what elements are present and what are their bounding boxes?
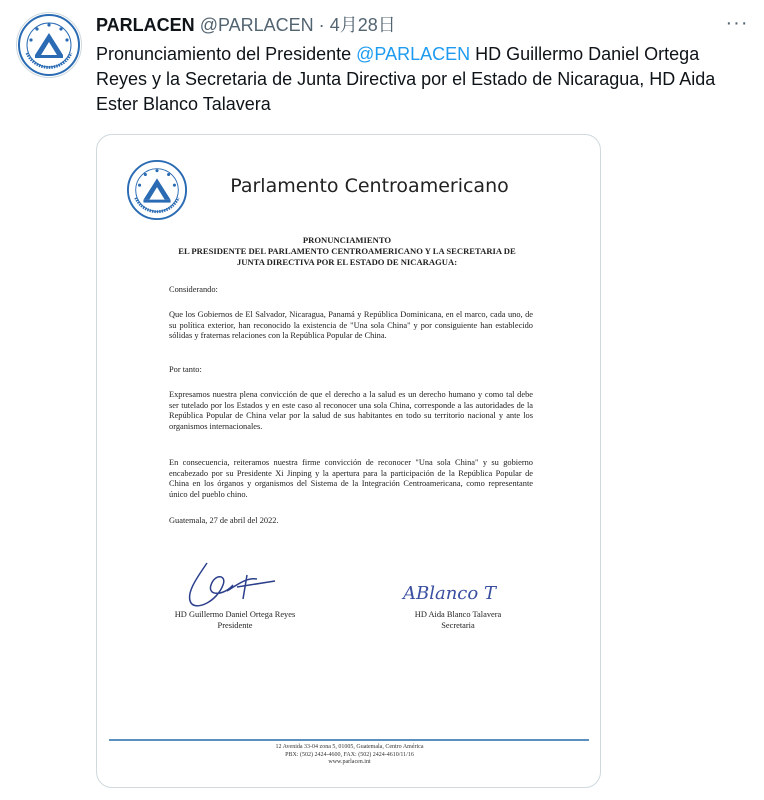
tweet-header [96,14,396,36]
signatory-1-name: HD Guillermo Daniel Ortega Reyes [174,610,296,619]
signature-2-text: ABlanco T [403,583,496,604]
document-paragraph: En consecuencia, reiteramos nuestra firme convicción de reconocer "Una sola China" y su gobierno encabezado por su Presidente Xi Jinping y la apertura para la participación de la República Popular de China en los órganos y organismos del Sistema de la Integración Centroamericana, como representante único del pueblo chino. [169,458,533,499]
document-paragraph: Considerando: [169,285,218,294]
heading-line: PRONUNCIAMIENTO [302,235,392,245]
footer-phone: PBX: (502) 2424-4600, FAX: (502) 2424-4610/11/16 [285,751,414,758]
footer-website: www.parlacen.int [328,759,371,765]
document-image [97,135,601,788]
more-icon[interactable]: ··· [725,11,749,34]
document-paragraph: Por tanto: [169,365,202,374]
parlacen-logo-icon [17,13,81,77]
tweet-date[interactable]: 4月28日 [329,15,396,35]
mention-link[interactable]: @PARLACEN [356,44,471,64]
heading-line: EL PRESIDENTE DEL PARLAMENTO CENTROAMERICANO Y LA SECRETARIA DE [178,246,516,256]
document-org-name: Parlamento Centroamericano [230,175,509,197]
tweet-text-intro: Pronunciamiento del Presidente [96,44,357,64]
signature-2-image [397,573,517,609]
tweet-text-body: HD Guillermo Daniel Ortega Reyes y la Secretaria de Junta Directiva por el Estado de Nicaragua, HD Aida Ester Blanco Talavera [96,44,716,114]
heading-line: JUNTA DIRECTIVA POR EL ESTADO DE NICARAGUA: [236,257,458,267]
signatory-1 [155,610,315,631]
tweet-media-image[interactable] [96,134,601,788]
signature-1-image [177,555,297,615]
signatory-2-title: Secretaria [441,620,475,630]
footer-address: 12 Avenida 33-04 zona 5, 01005, Guatemala, Centro América [275,744,424,750]
separator-dot: · [318,15,325,35]
tweet-text [96,42,746,117]
signatory-2 [378,610,538,631]
document-heading [147,235,547,268]
signatory-1-title: Presidente [217,620,253,630]
signatory-2-name: HD Aida Blanco Talavera [414,610,502,619]
document-paragraph: Guatemala, 27 de abril del 2022. [169,516,279,525]
document-footer [97,744,601,767]
avatar[interactable] [16,12,82,78]
author-handle[interactable]: @PARLACEN [199,15,314,35]
footer-divider [109,739,589,741]
document-paragraph: Que los Gobiernos de El Salvador, Nicaragua, Panamá y República Dominicana, en el marco, cada uno, de su política exterior, han reconocido la existencia de "Una sola China" y por consiguiente han establecido sólidas y fraternas relaciones con la República Popular de China. [169,310,533,341]
author-name[interactable]: PARLACEN [96,15,195,35]
document-paragraph: Expresamos nuestra plena convicción de que el derecho a la salud es un derecho humano y como tal debe ser tutelado por los Estados y en este caso al reconocer una sola China, corresponde a las autoridades de la República Popular de China velar por la salud de sus habitantes en todo su territorio nacional y ante los organismos internacionales. [169,390,533,431]
